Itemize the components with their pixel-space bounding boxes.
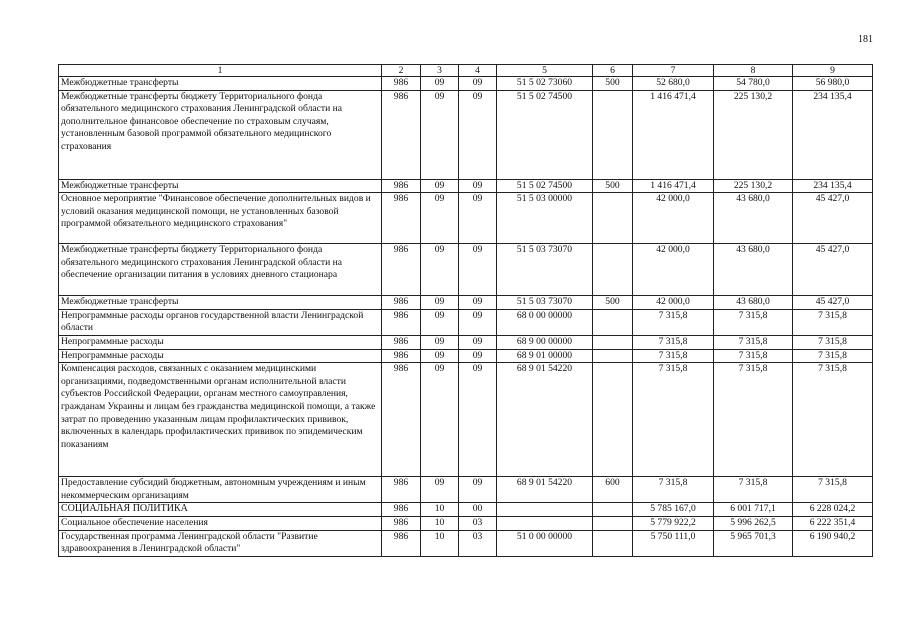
row-value-cell: 43 680,0 [714,296,793,310]
row-value-cell: 986 [382,309,421,335]
row-value-cell: 5 996 262,5 [714,516,793,530]
table-row [59,477,873,503]
row-name-cell: СОЦИАЛЬНАЯ ПОЛИТИКА [59,503,382,517]
row-value-cell: 09 [459,363,497,477]
row-value-cell: 09 [421,193,459,244]
table-row [59,244,873,296]
row-value-cell: 7 315,8 [633,309,714,335]
row-value-cell: 43 680,0 [714,244,793,296]
row-value-cell: 09 [459,349,497,363]
row-value-cell: 7 315,8 [633,477,714,503]
row-value-cell: 09 [421,477,459,503]
row-value-cell: 51 0 00 00000 [497,530,593,556]
row-value-cell: 09 [459,296,497,310]
row-value-cell: 68 9 01 54220 [497,477,593,503]
row-name-cell: Основное мероприятие "Финансовое обеспечение дополнительных видов и условий оказания медицинской помощи, не установленных базовой программой обязательного медицинского страхования" [59,193,382,244]
row-value-cell: 7 315,8 [793,309,873,335]
row-name-cell: Непрограммные расходы [59,349,382,363]
row-name-cell: Межбюджетные трансферты [59,179,382,193]
row-value-cell: 1 416 471,4 [633,90,714,179]
row-value-cell: 51 5 03 73070 [497,296,593,310]
row-value-cell: 68 9 01 54220 [497,363,593,477]
row-value-cell: 7 315,8 [633,363,714,477]
header-cell: 4 [459,65,497,77]
row-value-cell: 5 779 922,2 [633,516,714,530]
row-value-cell: 986 [382,244,421,296]
row-value-cell: 500 [593,296,633,310]
header-cell: 9 [793,65,873,77]
header-cell: 5 [497,65,593,77]
row-value-cell: 54 780,0 [714,77,793,91]
row-value-cell: 09 [459,193,497,244]
row-value-cell: 6 228 024,2 [793,503,873,517]
row-value-cell: 7 315,8 [793,349,873,363]
row-value-cell: 986 [382,179,421,193]
row-value-cell: 10 [421,503,459,517]
row-name-cell: Межбюджетные трансферты [59,296,382,310]
row-value-cell: 09 [459,90,497,179]
row-value-cell: 09 [421,363,459,477]
row-value-cell: 00 [459,503,497,517]
row-value-cell: 09 [421,90,459,179]
row-value-cell: 7 315,8 [793,335,873,349]
table-row [59,296,873,310]
row-value-cell: 225 130,2 [714,90,793,179]
row-value-cell: 09 [421,244,459,296]
row-value-cell: 56 980,0 [793,77,873,91]
row-value-cell: 500 [593,77,633,91]
row-value-cell: 45 427,0 [793,244,873,296]
row-value-cell: 03 [459,530,497,556]
row-value-cell: 52 680,0 [633,77,714,91]
row-value-cell: 7 315,8 [714,309,793,335]
table-row [59,530,873,556]
row-name-cell: Межбюджетные трансферты бюджету Территориального фонда обязательного медицинского страхования Ленинградской области на обеспечение организации питания в условиях дневного стационара [59,244,382,296]
row-value-cell: 1 416 471,4 [633,179,714,193]
row-value-cell: 68 9 01 00000 [497,349,593,363]
row-name-cell: Предоставление субсидий бюджетным, автономным учреждениям и иным некоммерческим организациям [59,477,382,503]
row-value-cell: 6 190 940,2 [793,530,873,556]
row-value-cell: 45 427,0 [793,296,873,310]
row-value-cell: 986 [382,335,421,349]
header-cell: 2 [382,65,421,77]
row-value-cell: 03 [459,516,497,530]
row-value-cell [593,335,633,349]
row-value-cell: 6 222 351,4 [793,516,873,530]
row-value-cell: 09 [421,309,459,335]
header-cell: 7 [633,65,714,77]
row-value-cell [497,503,593,517]
row-value-cell: 500 [593,179,633,193]
row-name-cell: Компенсация расходов, связанных с оказанием медицинскими организациями, подведомственными органам исполнительной власти субъектов Российской Федерации, органам местного самоуправления, гражданам Украины и лицам без гражданства медицинской помощи, а также затрат по проведению указанным лицам профилактических прививок, включенных в календарь профилактических прививок по эпидемическим показаниям [59,363,382,477]
row-value-cell: 986 [382,77,421,91]
row-value-cell: 51 5 03 73070 [497,244,593,296]
row-value-cell: 42 000,0 [633,296,714,310]
table-row [59,90,873,179]
row-value-cell: 986 [382,477,421,503]
row-value-cell [593,363,633,477]
table-row [59,503,873,517]
row-value-cell: 5 965 701,3 [714,530,793,556]
row-value-cell: 09 [421,296,459,310]
row-name-cell: Социальное обеспечение населения [59,516,382,530]
row-value-cell [593,90,633,179]
row-value-cell: 09 [421,349,459,363]
row-value-cell: 986 [382,363,421,477]
row-value-cell: 986 [382,193,421,244]
row-value-cell: 5 785 167,0 [633,503,714,517]
row-value-cell: 234 135,4 [793,90,873,179]
row-value-cell: 09 [459,309,497,335]
header-row [59,65,873,77]
header-cell: 6 [593,65,633,77]
row-value-cell: 600 [593,477,633,503]
row-value-cell: 6 001 717,1 [714,503,793,517]
row-value-cell: 09 [459,477,497,503]
table-row [59,77,873,91]
row-value-cell: 09 [459,179,497,193]
page-number: 181 [858,34,873,45]
row-value-cell: 7 315,8 [793,477,873,503]
table-row [59,516,873,530]
row-name-cell: Государственная программа Ленинградской области "Развитие здравоохранения в Ленинградской области" [59,530,382,556]
row-value-cell [593,516,633,530]
row-value-cell: 7 315,8 [714,477,793,503]
row-value-cell: 09 [459,77,497,91]
table-row [59,193,873,244]
row-value-cell: 986 [382,503,421,517]
row-value-cell [593,309,633,335]
row-value-cell: 09 [459,335,497,349]
row-value-cell: 234 135,4 [793,179,873,193]
row-value-cell [593,244,633,296]
row-value-cell: 09 [421,77,459,91]
header-cell: 8 [714,65,793,77]
header-cell: 3 [421,65,459,77]
row-value-cell: 986 [382,296,421,310]
row-value-cell: 51 5 03 00000 [497,193,593,244]
row-value-cell: 7 315,8 [714,349,793,363]
row-value-cell: 09 [459,244,497,296]
row-value-cell: 5 750 111,0 [633,530,714,556]
row-value-cell: 09 [421,335,459,349]
row-value-cell: 09 [421,179,459,193]
row-value-cell: 51 5 02 73060 [497,77,593,91]
row-value-cell: 986 [382,516,421,530]
row-value-cell: 42 000,0 [633,244,714,296]
row-value-cell [593,503,633,517]
budget-table [58,64,873,557]
row-value-cell: 68 0 00 00000 [497,309,593,335]
row-value-cell [593,193,633,244]
row-value-cell: 43 680,0 [714,193,793,244]
header-cell: 1 [59,65,382,77]
row-name-cell: Непрограммные расходы [59,335,382,349]
row-name-cell: Межбюджетные трансферты бюджету Территориального фонда обязательного медицинского страхования Ленинградской области на дополнительное финансовое обеспечение по страховым случаям, установленным базовой программой обязательного медицинского страхования [59,90,382,179]
row-value-cell: 7 315,8 [633,335,714,349]
row-value-cell: 7 315,8 [714,335,793,349]
row-value-cell [593,349,633,363]
row-value-cell: 51 5 02 74500 [497,90,593,179]
row-name-cell: Непрограммные расходы органов государственной власти Ленинградской области [59,309,382,335]
row-value-cell: 42 000,0 [633,193,714,244]
row-value-cell: 10 [421,530,459,556]
row-value-cell: 10 [421,516,459,530]
row-value-cell: 45 427,0 [793,193,873,244]
table-row [59,335,873,349]
table-row [59,349,873,363]
row-value-cell [593,530,633,556]
row-name-cell: Межбюджетные трансферты [59,77,382,91]
table-row [59,363,873,477]
row-value-cell: 51 5 02 74500 [497,179,593,193]
row-value-cell: 68 9 00 00000 [497,335,593,349]
row-value-cell [497,516,593,530]
table-row [59,309,873,335]
row-value-cell: 225 130,2 [714,179,793,193]
row-value-cell: 986 [382,530,421,556]
row-value-cell: 986 [382,90,421,179]
table-row [59,179,873,193]
row-value-cell: 986 [382,349,421,363]
row-value-cell: 7 315,8 [793,363,873,477]
row-value-cell: 7 315,8 [633,349,714,363]
row-value-cell: 7 315,8 [714,363,793,477]
